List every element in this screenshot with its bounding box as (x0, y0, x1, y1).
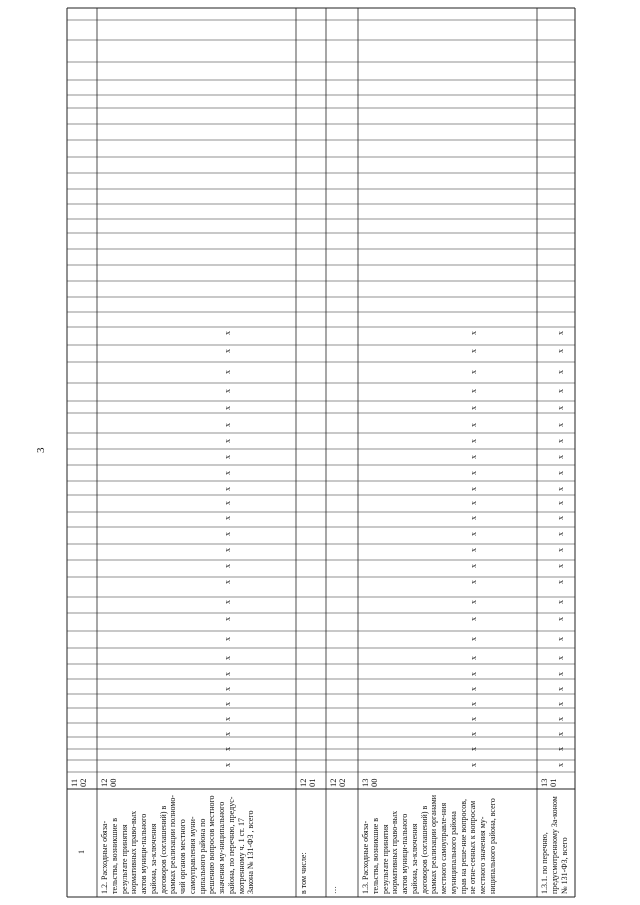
row-label: 1.3. Расходные обяза-тельства, возникшие в результате принятия нормативных право-вых актов муници-пального района, за-ключения договоров (соглашений) в рамках реализации органами местного самоуправле-ния муниципального района прав на реше-ние вопросов, не отне-сенных к вопросам местного значения му-ниципального района, всего (361, 794, 497, 894)
row-code: 02 (337, 778, 347, 787)
x-mark: x (469, 656, 478, 660)
x-mark: x (556, 637, 565, 641)
column-number: 1 (77, 850, 86, 854)
x-mark: x (556, 455, 565, 459)
x-mark: x (469, 439, 478, 443)
row-label: в том числе: (299, 852, 308, 894)
row-code: 01 (307, 778, 317, 787)
x-mark: x (469, 501, 478, 505)
page-number: 3 (35, 447, 47, 453)
x-mark: x (223, 717, 232, 721)
x-mark: x (223, 656, 232, 660)
row-code: 00 (369, 778, 379, 787)
x-mark: x (223, 439, 232, 443)
x-mark: x (556, 580, 565, 584)
x-mark: x (469, 637, 478, 641)
x-mark: x (469, 702, 478, 706)
x-mark: x (223, 600, 232, 604)
x-mark: x (556, 406, 565, 410)
x-mark: x (469, 487, 478, 491)
x-mark: x (223, 349, 232, 353)
x-mark: x (223, 747, 232, 751)
x-mark: x (556, 389, 565, 393)
x-mark: x (469, 471, 478, 475)
x-mark: x (223, 406, 232, 410)
x-mark: x (223, 501, 232, 505)
x-mark: x (223, 548, 232, 552)
x-mark: x (469, 617, 478, 621)
x-mark: x (469, 600, 478, 604)
x-mark: x (556, 516, 565, 520)
x-mark: x (556, 487, 565, 491)
x-mark: x (223, 637, 232, 641)
x-mark: x (223, 687, 232, 691)
x-mark: x (469, 532, 478, 536)
x-mark: x (223, 532, 232, 536)
row-code: 01 (548, 778, 558, 787)
row-code: 12 (99, 778, 109, 787)
x-mark: x (469, 687, 478, 691)
x-mark: x (469, 331, 478, 335)
x-mark: x (556, 532, 565, 536)
x-mark: x (556, 732, 565, 736)
x-mark: x (556, 672, 565, 676)
x-mark: x (223, 516, 232, 520)
x-mark: x (469, 580, 478, 584)
x-mark: x (469, 406, 478, 410)
x-mark: x (556, 349, 565, 353)
x-mark: x (223, 672, 232, 676)
x-mark: x (556, 617, 565, 621)
x-mark: x (556, 501, 565, 505)
row-code: 12 (328, 778, 338, 787)
x-mark: x (556, 656, 565, 660)
row-code: 02 (78, 778, 88, 787)
x-mark: x (469, 732, 478, 736)
x-mark: x (556, 763, 565, 767)
x-mark: x (469, 747, 478, 751)
x-mark: x (223, 370, 232, 374)
row-code: 12 (298, 778, 308, 787)
row-code: 11 (69, 778, 79, 787)
x-mark: x (469, 370, 478, 374)
x-mark: x (469, 455, 478, 459)
x-mark: x (556, 370, 565, 374)
x-mark: x (223, 331, 232, 335)
x-mark: x (223, 564, 232, 568)
x-mark: x (469, 516, 478, 520)
x-mark: x (556, 331, 565, 335)
row-code: 00 (108, 778, 118, 787)
x-mark: x (223, 617, 232, 621)
x-mark: x (556, 548, 565, 552)
x-mark: x (223, 471, 232, 475)
x-mark: x (469, 349, 478, 353)
x-mark: x (556, 564, 565, 568)
row-label: … (329, 886, 338, 894)
x-mark: x (469, 423, 478, 427)
x-mark: x (556, 600, 565, 604)
x-mark: x (223, 389, 232, 393)
x-mark: x (469, 717, 478, 721)
x-mark: x (469, 672, 478, 676)
x-mark: x (469, 564, 478, 568)
x-mark: x (556, 423, 565, 427)
x-mark: x (556, 687, 565, 691)
x-mark: x (223, 423, 232, 427)
x-mark: x (556, 747, 565, 751)
row-label: 1.3.1. по перечню, предусмотренному За-коном № 131-ФЗ, всего (540, 796, 569, 894)
x-mark: x (223, 455, 232, 459)
x-mark: x (223, 702, 232, 706)
x-mark: x (556, 717, 565, 721)
x-mark: x (223, 580, 232, 584)
x-mark: x (469, 548, 478, 552)
x-mark: x (223, 487, 232, 491)
x-mark: x (556, 471, 565, 475)
row-label: 1.2. Расходные обяза-тельства, возникшие в результате принятия нормативных право-вых актов муници-пального района, за-ключения договоров (соглашений) в рамках реализации полномо-чий органов местного самоуправления муни-ципального района по решению вопросов местного значения му-ниципального района, по перечню, предус-мотренному ч. 1 ст. 17 Закона № 131-ФЗ , всего (100, 794, 256, 894)
row-code: 13 (360, 778, 370, 787)
x-mark: x (556, 702, 565, 706)
x-mark: x (469, 763, 478, 767)
x-mark: x (223, 763, 232, 767)
x-mark: x (223, 732, 232, 736)
x-mark: x (556, 439, 565, 443)
x-mark: x (469, 389, 478, 393)
row-code: 13 (539, 778, 549, 787)
